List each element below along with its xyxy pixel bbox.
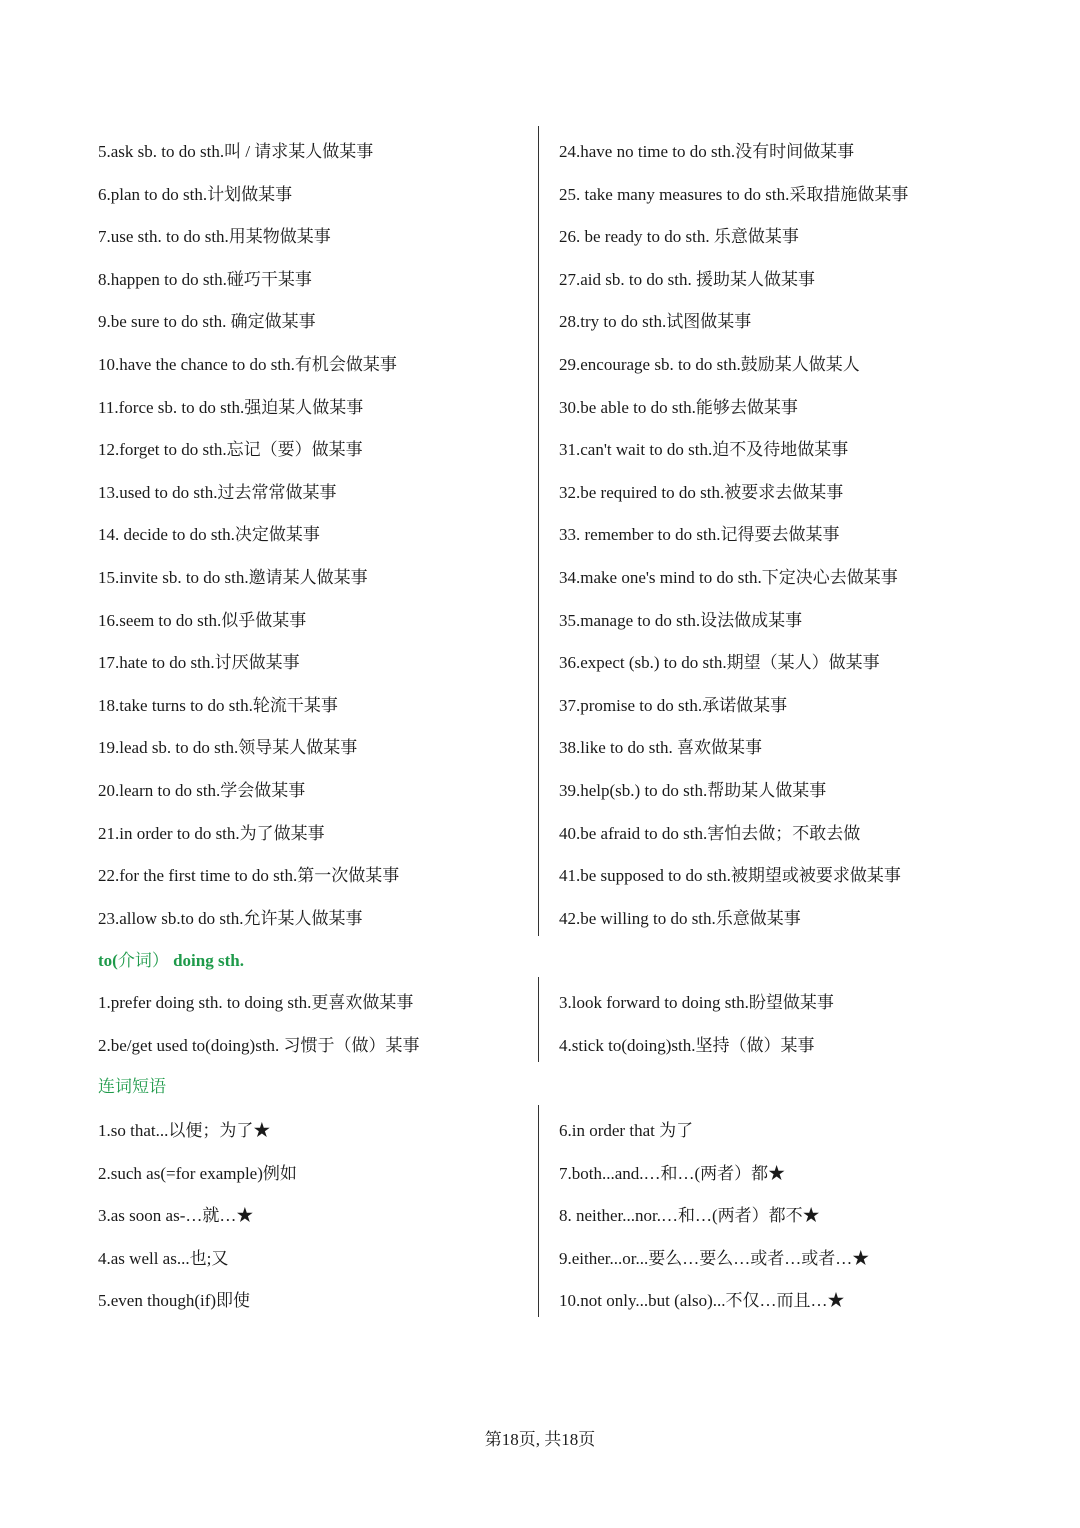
phrase-item: 37.promise to do sth.承诺做某事 xyxy=(559,695,788,715)
phrase-item: 8.happen to do sth.碰巧干某事 xyxy=(98,269,312,289)
phrase-item: 5.even though(if)即使 xyxy=(98,1291,251,1311)
phrase-item: 24.have no time to do sth.没有时间做某事 xyxy=(559,142,855,161)
phrase-item: 14. decide to do sth.决定做某事 xyxy=(98,525,320,545)
phrase-item: 36.expect (sb.) to do sth.期望（某人）做某事 xyxy=(559,653,880,673)
phrase-item: 3.look forward to doing sth.盼望做某事 xyxy=(559,993,834,1012)
phrase-item: 23.allow sb.to do sth.允许某人做某事 xyxy=(98,908,363,928)
phrase-item: 39.help(sb.) to do sth.帮助某人做某事 xyxy=(559,780,827,800)
phrase-item: 29.encourage sb. to do sth.鼓励某人做某人 xyxy=(559,354,860,374)
phrase-item: 35.manage to do sth.设法做成某事 xyxy=(559,610,803,630)
conjunction-section-heading: 连词短语 xyxy=(98,1077,166,1096)
phrase-item: 33. remember to do sth.记得要去做某事 xyxy=(559,525,840,545)
phrase-item: 19.lead sb. to do sth.领导某人做某事 xyxy=(98,738,358,758)
phrase-item: 20.learn to do sth.学会做某事 xyxy=(98,780,306,800)
phrase-item: 40.be afraid to do sth.害怕去做；不敢去做 xyxy=(559,823,861,843)
phrase-item: 9.either...or...要么…要么…或者…或者…★ xyxy=(559,1248,870,1268)
phrase-item: 3.as soon as-…就…★ xyxy=(98,1206,254,1226)
phrase-item: 2.be/get used to(doing)sth. 习惯于（做）某事 xyxy=(98,1035,420,1055)
right-column xyxy=(559,1110,1039,1323)
phrase-item: 26. be ready to do sth. 乐意做某事 xyxy=(559,227,799,247)
infinitive-phrases-section xyxy=(0,131,1080,941)
phrase-item: 7.both...and.…和…(两者）都★ xyxy=(559,1163,786,1183)
phrase-item: 41.be supposed to do sth.被期望或被要求做某事 xyxy=(559,866,901,886)
phrase-item: 13.used to do sth.过去常常做某事 xyxy=(98,482,337,502)
phrase-item: 25. take many measures to do sth.采取措施做某事 xyxy=(559,184,909,204)
phrase-item: 10.not only...but (also)...不仅…而且…★ xyxy=(559,1291,845,1311)
phrase-item: 15.invite sb. to do sth.邀请某人做某事 xyxy=(98,567,368,587)
phrase-item: 30.be able to do sth.能够去做某事 xyxy=(559,397,798,417)
phrase-item: 42.be willing to do sth.乐意做某事 xyxy=(559,908,801,928)
phrase-item: 32.be required to do sth.被要求去做某事 xyxy=(559,482,844,502)
left-column xyxy=(98,1110,528,1323)
column-divider xyxy=(538,1105,539,1317)
phrase-item: 5.ask sb. to do sth.叫 / 请求某人做某事 xyxy=(98,142,374,161)
column-divider xyxy=(538,977,539,1062)
phrase-item: 7.use sth. to do sth.用某物做某事 xyxy=(98,227,331,247)
phrase-item: 21.in order to do sth.为了做某事 xyxy=(98,823,325,843)
phrase-item: 4.stick to(doing)sth.坚持（做）某事 xyxy=(559,1035,815,1055)
phrase-item: 38.like to do sth. 喜欢做某事 xyxy=(559,738,763,758)
phrase-item: 17.hate to do sth.讨厌做某事 xyxy=(98,653,300,673)
right-column xyxy=(559,982,1039,1067)
phrase-item: 18.take turns to do sth.轮流干某事 xyxy=(98,695,338,715)
phrase-item: 4.as well as...也;又 xyxy=(98,1248,229,1268)
phrase-item: 27.aid sb. to do sth. 援助某人做某事 xyxy=(559,269,815,289)
phrase-item: 16.seem to do sth.似乎做某事 xyxy=(98,610,307,630)
phrase-item: 12.forget to do sth.忘记（要）做某事 xyxy=(98,440,363,460)
phrase-item: 22.for the first time to do sth.第一次做某事 xyxy=(98,866,400,886)
phrase-item: 9.be sure to do sth. 确定做某事 xyxy=(98,312,316,332)
column-divider xyxy=(538,126,539,936)
right-column xyxy=(559,131,1039,940)
phrase-item: 1.so that...以便；为了★ xyxy=(98,1121,271,1140)
phrase-item: 6.in order that 为了 xyxy=(559,1121,694,1140)
phrase-item: 31.can't wait to do sth.迫不及待地做某事 xyxy=(559,440,849,460)
left-column xyxy=(98,131,528,940)
phrase-item: 34.make one's mind to do sth.下定决心去做某事 xyxy=(559,567,898,587)
left-column xyxy=(98,982,528,1067)
page-number-footer: 第18页, 共18页 xyxy=(484,1430,596,1449)
phrase-item: 11.force sb. to do sth.强迫某人做某事 xyxy=(98,397,364,417)
phrase-item: 1.prefer doing sth. to doing sth.更喜欢做某事 xyxy=(98,993,414,1012)
phrase-item: 2.such as(=for example)例如 xyxy=(98,1163,297,1183)
phrase-item: 8. neither...nor.…和…(两者）都不★ xyxy=(559,1206,820,1226)
phrase-item: 10.have the chance to do sth.有机会做某事 xyxy=(98,354,397,374)
gerund-phrases-section xyxy=(0,982,1080,1068)
gerund-section-heading: to(介词） doing sth. xyxy=(98,951,244,970)
phrase-item: 28.try to do sth.试图做某事 xyxy=(559,312,752,332)
phrase-item: 6.plan to do sth.计划做某事 xyxy=(98,184,293,204)
conjunction-phrases-section xyxy=(0,1110,1080,1325)
